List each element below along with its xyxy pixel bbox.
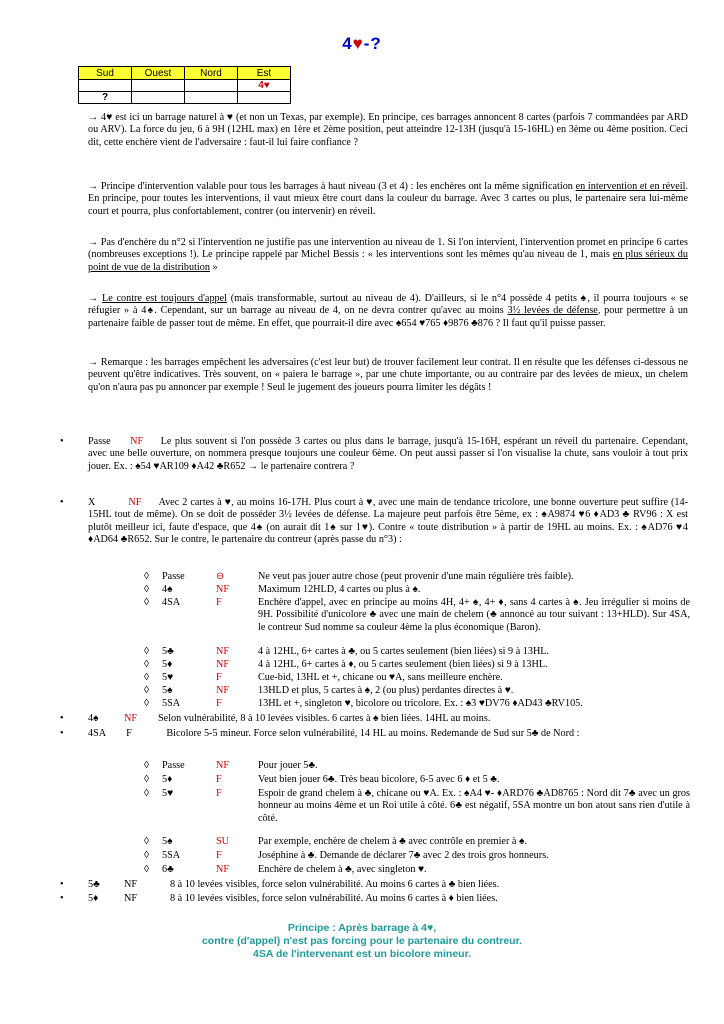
sub-code: F [216,788,222,799]
bid-label: 4SA [88,728,106,739]
bid-code: NF [124,879,138,890]
diamond-bullet-icon: ◊ [144,864,150,875]
sub-bid: 5♠ [162,685,173,696]
title-suffix: -? [363,34,382,53]
sub-desc: Enchère de chelem à ♣, avec singleton ♥. [258,864,427,875]
sub-desc: 4 à 12HL, 6+ cartes à ♣, ou 5 cartes seulement (bien liées) si 9 à 13HL. [258,646,550,657]
bullet-dot-icon: • [60,713,64,724]
footer-line-3: 4SA de l'intervenant est un bicolore mineur. [253,948,471,960]
sub-code: F [216,672,222,683]
header-ouest: Ouest [132,67,185,80]
p2-underline: en intervention et en réveil [575,181,686,192]
diamond-bullet-icon: ◊ [144,760,150,771]
p3-underline: en plus sérieux du point de vue de la distribution [88,249,688,273]
sub-bid: 5♠ [162,836,173,847]
bullet-dot-icon: • [60,436,64,447]
bid-code: NF [128,497,142,508]
cell [132,80,185,92]
bullet-dot-icon: • [60,893,64,904]
p4-b: , pour permettre à un partenaire faible de passer tout de même. En effet, que pourrait-il dire avec ♠654 ♥765 ♦9876 ♣876 ? Il faut qu'il puisse passer. [88,305,689,329]
bid-label: 5♣ [88,879,100,890]
sub-bid: 5♦ [162,659,173,670]
sub-bid: 5♥ [162,672,174,683]
diamond-bullet-icon: ◊ [144,788,150,799]
diamond-bullet-icon: ◊ [144,584,150,595]
sub-bid: 5SA [162,850,181,861]
bullet-dot-icon: • [60,879,64,890]
p3-a: → Pas d'enchère du n°2 si l'intervention ne justifie pas une intervention au niveau de 1. Si l'on intervient, l'intervention promet en principe 6 cartes (nombreuses exceptions !). Le principe rappelé par Michel Bessis : « les interventions sont les mêmes qu'au niveau de 1, mais [88,237,688,261]
p2-a: → Principe d'intervention valable pour tous les barrages à haut niveau (3 et 4) : les enchères ont la même signification [88,181,573,192]
paragraph-1: → 4♥ est ici un barrage naturel à ♥ (et non un Texas, par exemple). En principe, ces barrages annoncent 8 cartes (parfois 7 commandées par ARD ou ARV). La force du jeu, 6 à 9H (12HL max) en 1ère et 2ème position, peut atteindre 12-13H (jusqu'à 15-16HL) en 3ème ou 4ème position. Ceci dit, cette enchère vient de l'adversaire : faut-il lui faire confiance ? [88,112,688,148]
sub-code: NF [216,659,230,670]
sub-bid: 4♠ [162,584,173,595]
sub-code: F [216,774,222,785]
bid-label: 4♠ [88,713,99,724]
bid-label: X [88,497,96,508]
bid-text: 8 à 10 levées visibles, force selon vulnérabilité. Au moins 6 cartes à ♦ bien liées. [170,893,498,904]
footer-line-1: Principe : Après barrage à 4♥, [287,922,437,934]
bullet-dot-icon: • [60,497,64,508]
bid-code: NF [130,436,144,447]
sub-bid: 4SA [162,597,181,608]
sub-desc: 4 à 12HL, 6+ cartes à ♦, ou 5 cartes seulement (bien liées) si 9 à 13HL. [258,659,548,670]
sub-code: SU [216,836,230,847]
sub-desc: 13HLD et plus, 5 cartes à ♠, 2 (ou plus) perdantes directes à ♥. [258,685,514,696]
paragraph-3 [88,237,688,274]
cell [238,92,291,104]
bid-text: 8 à 10 levées visibles, force selon vulnérabilité. Au moins 6 cartes à ♣ bien liées. [170,879,500,890]
bid-text: Avec 2 cartes à ♥, au moins 16-17H. Plus court à ♥, avec une main de tendance tricolore, une bonne ouverture peut suffire (14-15HL tout de même). On se doit de posséder 3½ levées de défense. La majeure peut parfois être 5ème, ex : ♠A9874 ♥6 ♦AD3 ♣ RV96 : X est plutôt meilleur ici, faute d'espace, que 4♠ (on aurait dit 1♠ sur 1♥). Contre « toute distribution » à partir de 19HL au moins. Ex. : ♠AD76 ♥4 ♦AD64 ♣R652. Sur le contre, le partenaire du contreur (après passe du n°3) : [88,497,689,546]
header-nord: Nord [185,67,238,80]
paragraph-4: → Le contre est toujours d'appel (mais transformable, surtout au niveau de 4). D'ailleurs, si le n°4 possède 4 petits ♠, il pourra toujours « se réfugier » à 4♠. Cependant, sur un barrage au niveau de 4, on ne devra contrer qu'avec au moins 3½ levées de défense, pour permettre à un partenaire faible de passer tout de même. En effet, que pourrait-il dire avec ♠654 ♥765 ♦9876 ♣876 ? Il faut qu'il puisse passer. [88,293,689,329]
diamond-bullet-icon: ◊ [144,698,150,709]
bidding-row-2 [79,92,291,104]
cell-est-bid: 4♥ [238,80,291,92]
sub-code: NF [216,584,230,595]
sub-desc: Cue-bid, 13HL et +, chicane ou ♥A, sans meilleure enchère. [258,672,503,683]
sub-bid: Passe [162,571,185,582]
sub-desc: Enchère d'appel, avec en principe au moins 4H, 4+ ♠, 4+ ♦, sans 4 cartes à ♠. Jeu irrégulier si moins de 9H. Possibilité d'unicolore ♣ avec une main de chelem (♣ annoncé au tour suivant : 13+HLD). Sur 4SA, le contreur Sud nomme sa couleur 4ème la plus économique (Baron). [258,597,690,633]
sub-code: ⊖ [216,571,225,582]
bidding-table [78,66,291,104]
sub-bid: 5♣ [162,646,174,657]
cell [79,80,132,92]
heart-icon: ♥ [352,34,364,53]
bid-label: 5♦ [88,893,99,904]
sub-code: F [216,850,222,861]
bid-text: Le plus souvent si l'on possède 3 cartes ou plus dans le barrage, jusqu'à 15-16H, espérant un réveil du partenaire. Cependant, avec une belle ouverture, on nommera presque toujours une couleur 6ème. On peut aussi passer si l'on visualise la chute, sans vouloir à tout prix jouer. Ex. : ♠54 ♥AR109 ♦A42 ♣R652 → le partenaire contrera ? [88,436,688,472]
sub-code: F [216,597,222,608]
sub-desc: Par exemple, enchère de chelem à ♣ avec contrôle en premier à ♠. [258,836,527,847]
sub-bid: Passe [162,760,185,771]
diamond-bullet-icon: ◊ [144,571,150,582]
bid-code: NF [124,893,138,904]
sub-desc: Maximum 12HLD, 4 cartes ou plus à ♠. [258,584,421,595]
principle-footer [0,922,724,961]
diamond-bullet-icon: ◊ [144,774,150,785]
cell [185,92,238,104]
diamond-bullet-icon: ◊ [144,836,150,847]
header-est: Est [238,67,291,80]
p4-a: (mais transformable, surtout au niveau de 4). D'ailleurs, si le n°4 possède 4 petits ♠, il pourra toujours « se réfugier » à 4♠. Cependant, sur un barrage au niveau de 4, on ne devra contrer qu'avec au moins [88,293,688,317]
sub-bid: 5♥ [162,788,174,799]
diamond-bullet-icon: ◊ [144,672,150,683]
sub-code: NF [216,646,230,657]
header-sud: Sud [79,67,132,80]
paragraph-2 [88,181,688,218]
p4-underline-2: 3½ levées de défense [507,305,598,317]
diamond-bullet-icon: ◊ [144,597,150,608]
sub-desc: 13HL et +, singleton ♥, bicolore ou tricolore. Ex. : ♠3 ♥DV76 ♦AD43 ♣RV105. [258,698,583,709]
bullet-dot-icon: • [60,728,64,739]
cell [185,80,238,92]
sub-desc: Espoir de grand chelem à ♣, chicane ou ♥A. Ex. : ♠A4 ♥- ♦ARD76 ♣AD8765 : Nord dit 7♣ avec un gros honneur au moins 4ème et un Roi utile à côté. 6♣ est négatif, 5SA montre un bon atout sans rien d'utile à côté. [258,788,690,824]
bid-code: F [126,728,132,739]
footer-line-2: contre (d'appel) n'est pas forcing pour le partenaire du contreur. [201,935,523,947]
sub-bid: 6♣ [162,864,174,875]
sub-desc: Joséphine à ♣. Demande de déclarer 7♣ avec 2 des trois gros honneurs. [258,850,549,861]
diamond-bullet-icon: ◊ [144,646,150,657]
cell-sud-question: ? [79,92,132,104]
bidding-row-1 [79,80,291,92]
sub-bid: 5♦ [162,774,173,785]
bid-text: Bicolore 5-5 mineur. Force selon vulnérabilité, 14 HL au moins. Redemande de Sud sur 5♣ de Nord : [166,728,580,739]
sub-desc: Pour jouer 5♣. [258,760,318,771]
sub-desc: Ne veut pas jouer autre chose (peut provenir d'une main régulière très faible). [258,571,574,582]
bid-code: NF [124,713,138,724]
diamond-bullet-icon: ◊ [144,685,150,696]
bidding-header-row [79,67,291,80]
bid-text: Selon vulnérabilité, 8 à 10 levées visibles. 6 cartes à ♠ bien liées. 14HL au moins. [158,713,491,724]
p3-b: » [209,261,218,273]
sub-code: NF [216,760,230,771]
sub-code: NF [216,685,230,696]
sub-code: F [216,698,222,709]
diamond-bullet-icon: ◊ [144,850,150,861]
paragraph-5: → Remarque : les barrages empêchent les adversaires (c'est leur but) de trouver facilement leur contrat. Il en résulte que les défenses ci-dessous ne peuvent qu'être indicatives. Très souvent, on « paiera le barrage », par une chute importante, ou au contraire par des levées de mieux, un chelem qu'on n'aura pas pu annoncer par exemple ! Seul le jugement des joueurs pourra limiter les dégâts ! [88,357,688,393]
p2-b: . En principe, pour toutes les interventions, il vaut mieux être court dans la couleur du barrage. Avec 3 cartes ou plus, le partenaire sera lui-même court et pourra, plus confortablement, contrer (ou intervenir) en réveil. [88,181,688,217]
diamond-bullet-icon: ◊ [144,659,150,670]
p4-underline: Le contre est toujours d'appel [101,293,227,304]
sub-code: NF [216,864,230,875]
bid-label: Passe [88,436,111,447]
title-prefix: 4 [342,34,353,53]
sub-desc: Veut bien jouer 6♣. Très beau bicolore, 6-5 avec 6 ♦ et 5 ♣. [258,774,500,785]
cell [132,92,185,104]
sub-bid: 5SA [162,698,181,709]
page-title [0,34,724,54]
